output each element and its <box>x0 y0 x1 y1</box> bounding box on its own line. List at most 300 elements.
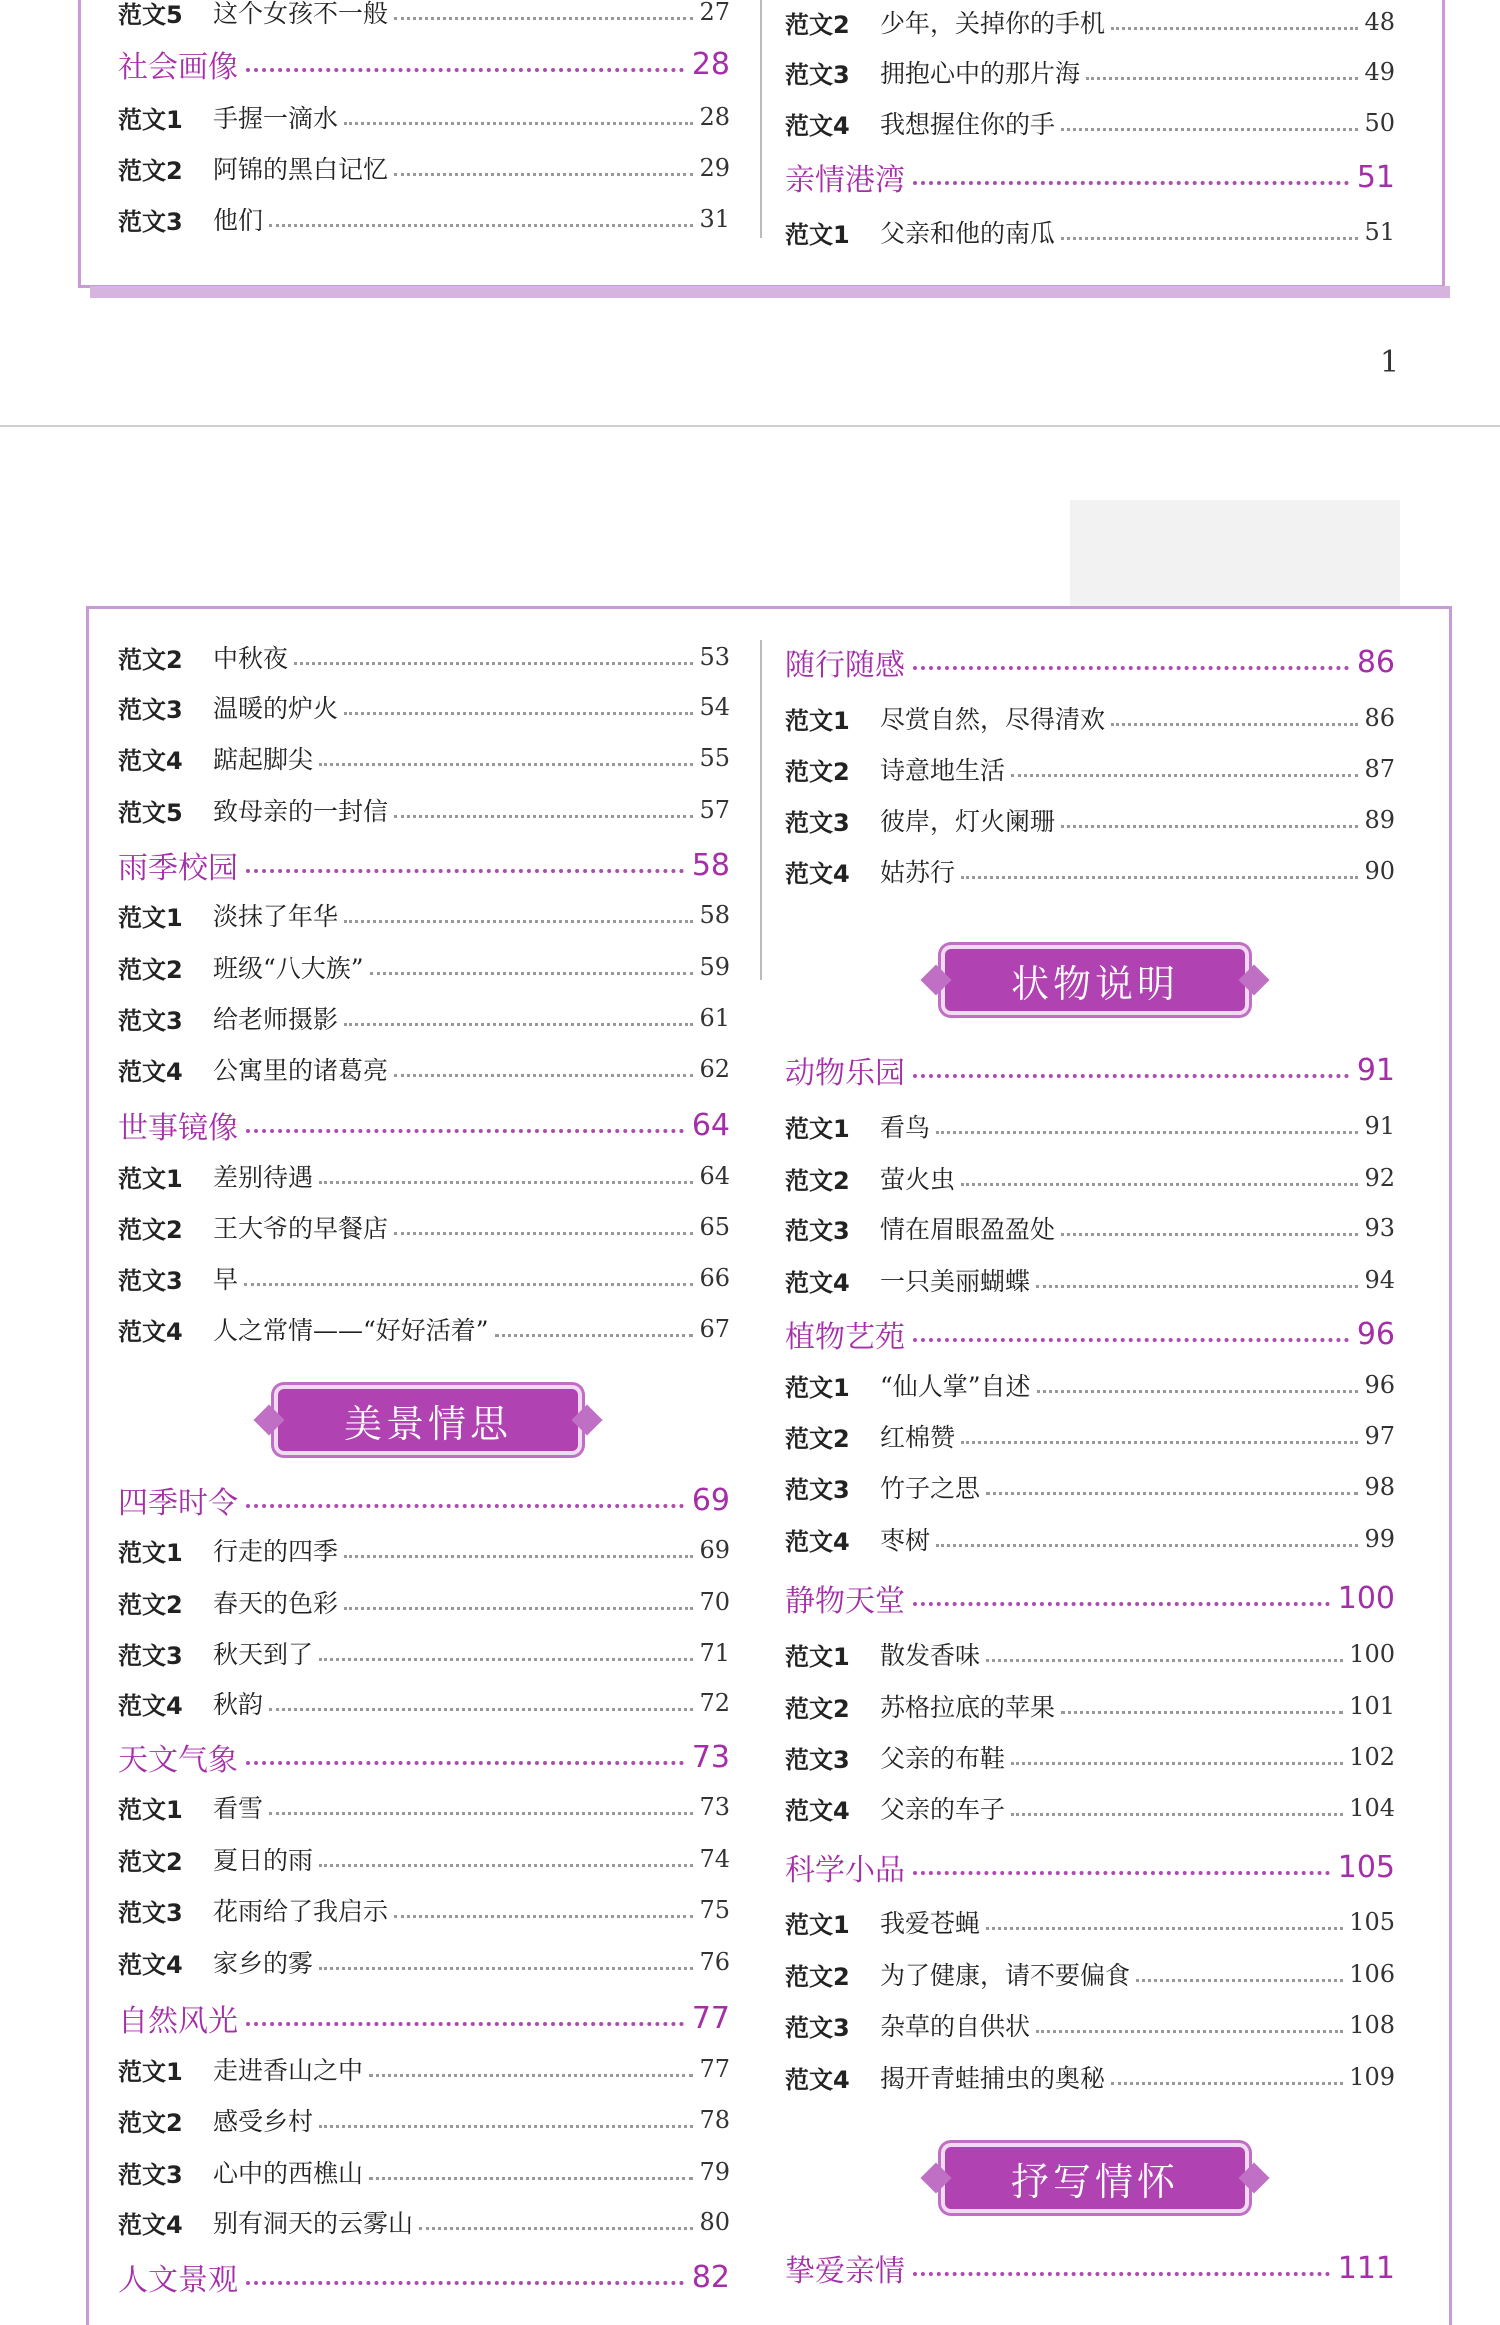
entry-title: 看雪 <box>213 1794 264 1823</box>
page-ref: 105 <box>1349 1908 1395 1936</box>
dot-leader <box>394 815 693 818</box>
toc-section[interactable] <box>118 1480 730 1520</box>
dot-leader <box>1061 128 1358 131</box>
page-ref: 100 <box>1349 1640 1395 1668</box>
page-number: 1 <box>1380 345 1400 380</box>
dot-leader <box>986 1659 1343 1662</box>
page-ref: 48 <box>1364 8 1395 36</box>
entry-title: 拥抱心中的那片海 <box>880 59 1081 88</box>
dot-leader <box>936 1544 1358 1547</box>
toc-entry[interactable] <box>118 637 730 677</box>
toc-section[interactable] <box>785 642 1395 682</box>
dot-leader <box>913 181 1349 185</box>
toc-section[interactable] <box>785 1578 1395 1618</box>
dot-leader <box>319 1967 693 1970</box>
page-ref: 50 <box>1364 109 1395 137</box>
page-ref: 31 <box>699 205 730 233</box>
entry-label: 范文1 <box>118 105 183 134</box>
entry-label: 范文3 <box>118 1006 183 1035</box>
panel-shadow <box>90 286 1450 298</box>
dot-leader <box>294 662 693 665</box>
entry-label: 范文2 <box>785 757 850 786</box>
entry-title: 手握一滴水 <box>213 104 339 133</box>
dot-leader <box>1036 1285 1358 1288</box>
page-ref: 96 <box>1356 1316 1395 1352</box>
entry-label: 范文1 <box>118 2057 183 2086</box>
toc-entry[interactable] <box>118 1890 730 1930</box>
toc-entry[interactable] <box>118 1049 730 1089</box>
entry-label: 范文3 <box>118 1641 183 1670</box>
entry-title: 走进香山之中 <box>213 2056 364 2085</box>
entry-title: 夏日的雨 <box>213 1846 314 1875</box>
page-ref: 51 <box>1364 218 1395 246</box>
entry-label: 范文2 <box>785 1694 850 1723</box>
toc-entry[interactable] <box>785 1788 1395 1828</box>
entry-label: 范文4 <box>118 2210 183 2239</box>
page-ref: 71 <box>699 1639 730 1667</box>
page-ref: 77 <box>699 2055 730 2083</box>
page-ref: 102 <box>1349 1743 1395 1771</box>
entry-label: 范文2 <box>785 10 850 39</box>
toc-entry[interactable] <box>785 103 1395 143</box>
toc-entry[interactable] <box>785 212 1395 252</box>
page-ref: 65 <box>699 1213 730 1241</box>
toc-section[interactable] <box>785 1847 1395 1887</box>
entry-label: 范文3 <box>118 2160 183 2189</box>
toc-entry[interactable] <box>118 1309 730 1349</box>
entry-title: 王大爷的早餐店 <box>213 1214 389 1243</box>
entry-label: 范文5 <box>118 0 183 29</box>
entry-label: 范文2 <box>785 1962 850 1991</box>
page-ref: 92 <box>1364 1164 1395 1192</box>
page-ref: 70 <box>699 1588 730 1616</box>
toc-entry[interactable] <box>118 738 730 778</box>
toc-entry[interactable] <box>785 2057 1395 2097</box>
entry-title: “仙人掌”自述 <box>880 1372 1031 1401</box>
entry-title: 中秋夜 <box>213 644 289 673</box>
dot-leader <box>986 1927 1343 1930</box>
toc-entry[interactable] <box>785 1737 1395 1777</box>
page-ref: 90 <box>1364 857 1395 885</box>
dot-leader <box>246 1761 684 1765</box>
dot-leader <box>1111 723 1358 726</box>
entry-label: 范文3 <box>785 1216 850 1245</box>
toc-entry[interactable] <box>118 2202 730 2242</box>
dot-leader <box>344 920 693 923</box>
dot-leader <box>319 1658 693 1661</box>
toc-entry[interactable] <box>785 1634 1395 1674</box>
entry-label: 范文3 <box>118 207 183 236</box>
page-ref: 28 <box>699 103 730 131</box>
entry-title: 致母亲的一封信 <box>213 797 389 826</box>
entry-label: 范文1 <box>118 1795 183 1824</box>
dot-leader <box>246 869 684 873</box>
section-title: 雨季校园 <box>118 851 238 886</box>
chapter-banner-title: 抒写情怀 <box>1010 2159 1179 2204</box>
page-ref: 59 <box>699 953 730 981</box>
entry-title: 看鸟 <box>880 1113 931 1142</box>
dot-leader <box>1036 2030 1343 2033</box>
section-title: 天文气象 <box>118 1743 238 1778</box>
entry-title: 班级“八大族” <box>213 954 364 983</box>
toc-entry[interactable] <box>785 1365 1395 1405</box>
page-ref: 66 <box>699 1264 730 1292</box>
toc-entry[interactable] <box>118 1207 730 1247</box>
entry-title: 苏格拉底的苹果 <box>880 1693 1056 1722</box>
dot-leader <box>1061 237 1358 240</box>
toc-section[interactable] <box>118 2257 730 2297</box>
page-ref: 78 <box>699 2106 730 2134</box>
entry-label: 范文1 <box>118 1538 183 1567</box>
entry-title: 散发香味 <box>880 1641 981 1670</box>
page-ref: 28 <box>691 46 730 82</box>
dot-leader <box>913 2272 1330 2276</box>
page-ref: 72 <box>699 1689 730 1717</box>
entry-label: 范文3 <box>785 808 850 837</box>
toc-section[interactable] <box>118 1737 730 1777</box>
entry-label: 范文4 <box>118 1057 183 1086</box>
section-title: 动物乐园 <box>785 1056 905 1091</box>
toc-entry[interactable] <box>785 1158 1395 1198</box>
dot-leader <box>344 712 693 715</box>
dot-leader <box>495 1334 694 1337</box>
toc-entry[interactable] <box>118 2152 730 2192</box>
page-ref: 97 <box>1364 1422 1395 1450</box>
toc-entry[interactable] <box>118 1258 730 1298</box>
entry-label: 范文3 <box>785 1745 850 1774</box>
toc-entry[interactable] <box>118 895 730 935</box>
toc-entry[interactable] <box>785 1106 1395 1146</box>
section-title: 随行随感 <box>785 648 905 683</box>
entry-label: 范文1 <box>785 1910 850 1939</box>
entry-label: 范文1 <box>118 903 183 932</box>
page-ref: 64 <box>699 1162 730 1190</box>
toc-entry[interactable] <box>785 749 1395 789</box>
section-title: 植物艺苑 <box>785 1320 905 1355</box>
page-ref: 100 <box>1337 1580 1395 1616</box>
dot-leader <box>1111 27 1358 30</box>
toc-entry[interactable] <box>785 1519 1395 1559</box>
section-title: 四季时令 <box>118 1486 238 1521</box>
toc-section[interactable] <box>118 44 730 84</box>
dot-leader <box>1037 1390 1359 1393</box>
toc-entry[interactable] <box>785 1954 1395 1994</box>
page-ref: 58 <box>691 847 730 883</box>
entry-label: 范文2 <box>118 645 183 674</box>
page-ref: 57 <box>699 796 730 824</box>
toc-entry[interactable] <box>785 1902 1395 1942</box>
section-title: 自然风光 <box>118 2004 238 2039</box>
page-ref: 109 <box>1349 2063 1395 2091</box>
page-ref: 54 <box>699 693 730 721</box>
entry-title: 差别待遇 <box>213 1163 314 1192</box>
dot-leader <box>1011 1762 1343 1765</box>
entry-title: 花雨给了我启示 <box>213 1897 389 1926</box>
entry-label: 范文2 <box>118 2108 183 2137</box>
entry-title: 父亲的布鞋 <box>880 1744 1006 1773</box>
entry-title: 少年，关掉你的手机 <box>880 9 1106 38</box>
dot-leader <box>913 1074 1349 1078</box>
entry-title: 春天的色彩 <box>213 1589 339 1618</box>
page-ref: 77 <box>691 2000 730 2036</box>
page-ref: 51 <box>1356 159 1395 195</box>
entry-label: 范文2 <box>118 156 183 185</box>
entry-label: 范文2 <box>118 1215 183 1244</box>
chapter-banner-title: 状物说明 <box>1010 961 1179 1006</box>
chapter-banner <box>945 949 1245 1011</box>
page-ref: 101 <box>1349 1692 1395 1720</box>
entry-title: 情在眉眼盈盈处 <box>880 1215 1056 1244</box>
entry-label: 范文4 <box>118 746 183 775</box>
entry-label: 范文2 <box>118 955 183 984</box>
entry-title: 我想握住你的手 <box>880 110 1056 139</box>
page-ref: 55 <box>699 744 730 772</box>
dot-leader <box>913 1338 1349 1342</box>
entry-label: 范文4 <box>785 859 850 888</box>
entry-label: 范文4 <box>785 2065 850 2094</box>
entry-label: 范文1 <box>785 1114 850 1143</box>
entry-title: 父亲的车子 <box>880 1795 1006 1824</box>
page-ref: 86 <box>1356 644 1395 680</box>
entry-title: 他们 <box>213 206 264 235</box>
dot-leader <box>269 1708 693 1711</box>
section-title: 挚爱亲情 <box>785 2254 905 2289</box>
entry-title: 杂草的自供状 <box>880 2012 1031 2041</box>
dot-leader <box>1111 2082 1343 2085</box>
dot-leader <box>246 1504 684 1508</box>
chapter-banner <box>278 1389 578 1451</box>
page-ref: 79 <box>699 2158 730 2186</box>
section-title: 世事镜像 <box>118 1111 238 1146</box>
entry-label: 范文1 <box>118 1164 183 1193</box>
dot-leader <box>1011 774 1358 777</box>
toc-entry[interactable] <box>118 687 730 727</box>
dot-leader <box>344 122 693 125</box>
entry-title: 诗意地生活 <box>880 756 1006 785</box>
dot-leader <box>246 68 684 72</box>
entry-label: 范文4 <box>785 1796 850 1825</box>
entry-title: 彼岸，灯火阑珊 <box>880 807 1056 836</box>
dot-leader <box>319 1864 693 1867</box>
dot-leader <box>269 224 693 227</box>
section-title: 科学小品 <box>785 1853 905 1888</box>
dot-leader <box>1061 1233 1358 1236</box>
dot-leader <box>246 2022 684 2026</box>
page-ref: 91 <box>1356 1052 1395 1088</box>
dot-leader <box>244 1283 693 1286</box>
entry-title: 枣树 <box>880 1526 931 1555</box>
dot-leader <box>961 876 1358 879</box>
page-ref: 49 <box>1364 58 1395 86</box>
entry-title: 感受乡村 <box>213 2107 314 2136</box>
entry-title: 为了健康，请不要偏食 <box>880 1961 1131 1990</box>
entry-title: 温暖的炉火 <box>213 694 339 723</box>
toc-entry[interactable] <box>118 790 730 830</box>
toc-entry[interactable] <box>118 199 730 239</box>
toc-entry[interactable] <box>785 2005 1395 2045</box>
toc-section[interactable] <box>785 157 1395 197</box>
column-divider <box>760 0 762 238</box>
entry-title: 这个女孩不一般 <box>213 0 389 28</box>
entry-label: 范文3 <box>118 1898 183 1927</box>
toc-entry[interactable] <box>118 998 730 1038</box>
toc-entry[interactable] <box>785 52 1395 92</box>
chapter-banner <box>945 2147 1245 2209</box>
toc-entry[interactable] <box>118 2100 730 2140</box>
dot-leader <box>344 1555 693 1558</box>
entry-label: 范文3 <box>118 1266 183 1295</box>
entry-title: 红棉赞 <box>880 1423 956 1452</box>
page-ref: 67 <box>699 1315 730 1343</box>
dot-leader <box>246 2281 684 2285</box>
toc-entry[interactable] <box>118 1530 730 1570</box>
entry-title: 心中的西樵山 <box>213 2159 364 2188</box>
toc-entry[interactable] <box>785 1260 1395 1300</box>
page-ref: 62 <box>699 1055 730 1083</box>
dot-leader <box>246 1129 684 1133</box>
page-ref: 61 <box>699 1004 730 1032</box>
toc-section[interactable] <box>118 1105 730 1145</box>
page-divider <box>0 425 1500 427</box>
entry-title: 父亲和他的南瓜 <box>880 219 1056 248</box>
entry-label: 范文3 <box>118 695 183 724</box>
entry-label: 范文2 <box>785 1166 850 1195</box>
dot-leader <box>913 666 1349 670</box>
entry-title: 淡抹了年华 <box>213 902 339 931</box>
page-ref: 89 <box>1364 806 1395 834</box>
toc-entry[interactable] <box>785 1208 1395 1248</box>
section-title: 人文景观 <box>118 2263 238 2298</box>
page-ref: 94 <box>1364 1266 1395 1294</box>
page-ref: 96 <box>1364 1371 1395 1399</box>
page-ref: 64 <box>691 1107 730 1143</box>
entry-title: 姑苏行 <box>880 858 956 887</box>
dot-leader <box>319 763 693 766</box>
page-ref: 69 <box>699 1536 730 1564</box>
toc-section[interactable] <box>118 1998 730 2038</box>
page-ref: 73 <box>691 1739 730 1775</box>
entry-label: 范文1 <box>785 220 850 249</box>
entry-label: 范文4 <box>785 111 850 140</box>
chapter-banner-title: 美景情思 <box>343 1401 512 1446</box>
toc-section[interactable] <box>118 845 730 885</box>
entry-label: 范文5 <box>118 798 183 827</box>
toc-entry[interactable] <box>118 1942 730 1982</box>
entry-label: 范文1 <box>785 1642 850 1671</box>
page-ref: 27 <box>699 0 730 26</box>
page-ref: 53 <box>699 643 730 671</box>
entry-label: 范文4 <box>785 1527 850 1556</box>
toc-entry[interactable] <box>118 2049 730 2089</box>
toc-entry[interactable] <box>118 1582 730 1622</box>
entry-label: 范文4 <box>785 1268 850 1297</box>
page-ref: 86 <box>1364 704 1395 732</box>
page-ref: 73 <box>699 1793 730 1821</box>
toc-entry[interactable] <box>118 1787 730 1827</box>
entry-label: 范文2 <box>118 1847 183 1876</box>
page-ref: 91 <box>1364 1112 1395 1140</box>
entry-title: 秋天到了 <box>213 1640 314 1669</box>
section-title: 社会画像 <box>118 50 238 85</box>
entry-title: 揭开青蛙捕虫的奥秘 <box>880 2064 1106 2093</box>
entry-label: 范文2 <box>785 1424 850 1453</box>
page-ref: 93 <box>1364 1214 1395 1242</box>
toc-entry[interactable] <box>118 1683 730 1723</box>
dot-leader <box>913 1602 1330 1606</box>
toc-entry[interactable] <box>785 2 1395 42</box>
page-ref: 87 <box>1364 755 1395 783</box>
entry-label: 范文3 <box>785 60 850 89</box>
entry-title: 竹子之思 <box>880 1474 981 1503</box>
toc-section[interactable] <box>785 2248 1395 2288</box>
section-title: 静物天堂 <box>785 1584 905 1619</box>
dot-leader <box>394 1074 693 1077</box>
dot-leader <box>319 1181 693 1184</box>
dot-leader <box>1086 77 1358 80</box>
entry-label: 范文3 <box>785 2013 850 2042</box>
toc-entry[interactable] <box>118 0 730 32</box>
entry-title: 秋韵 <box>213 1690 264 1719</box>
toc-entry[interactable] <box>785 1416 1395 1456</box>
dot-leader <box>369 2177 693 2180</box>
dot-leader <box>369 2074 693 2077</box>
toc-entry[interactable] <box>118 97 730 137</box>
entry-title: 家乡的雾 <box>213 1949 314 1978</box>
dot-leader <box>986 1492 1358 1495</box>
entry-title: 踮起脚尖 <box>213 745 314 774</box>
entry-label: 范文4 <box>118 1317 183 1346</box>
toc-entry[interactable] <box>118 947 730 987</box>
toc-entry[interactable] <box>785 698 1395 738</box>
entry-title: 别有洞天的云雾山 <box>213 2209 414 2238</box>
toc-entry[interactable] <box>118 1633 730 1673</box>
toc-entry[interactable] <box>785 851 1395 891</box>
page-ref: 99 <box>1364 1525 1395 1553</box>
toc-entry[interactable] <box>118 148 730 188</box>
dot-leader <box>419 2227 693 2230</box>
page-ref: 82 <box>691 2259 730 2295</box>
page-ref: 106 <box>1349 1960 1395 1988</box>
page-ref: 104 <box>1349 1794 1395 1822</box>
toc-entry[interactable] <box>118 1839 730 1879</box>
dot-leader <box>370 972 694 975</box>
toc-entry[interactable] <box>785 1467 1395 1507</box>
page-ref: 76 <box>699 1948 730 1976</box>
dot-leader <box>961 1441 1358 1444</box>
toc-entry[interactable] <box>118 1156 730 1196</box>
toc-entry[interactable] <box>785 1686 1395 1726</box>
dot-leader <box>1061 825 1358 828</box>
page-ref: 75 <box>699 1896 730 1924</box>
dot-leader <box>344 1607 693 1610</box>
toc-section[interactable] <box>785 1050 1395 1090</box>
entry-title: 一只美丽蝴蝶 <box>880 1267 1031 1296</box>
dot-leader <box>936 1131 1358 1134</box>
dot-leader <box>394 17 693 20</box>
dot-leader <box>269 1812 693 1815</box>
page-ref: 105 <box>1337 1849 1395 1885</box>
entry-label: 范文1 <box>785 1373 850 1402</box>
entry-label: 范文4 <box>118 1950 183 1979</box>
entry-title: 尽赏自然，尽得清欢 <box>880 705 1106 734</box>
dot-leader <box>961 1183 1358 1186</box>
page-ref: 80 <box>699 2208 730 2236</box>
page-ref: 69 <box>691 1482 730 1518</box>
entry-title: 人之常情——“好好活着” <box>213 1316 489 1345</box>
dot-leader <box>319 2125 693 2128</box>
toc-section[interactable] <box>785 1314 1395 1354</box>
toc-entry[interactable] <box>785 800 1395 840</box>
